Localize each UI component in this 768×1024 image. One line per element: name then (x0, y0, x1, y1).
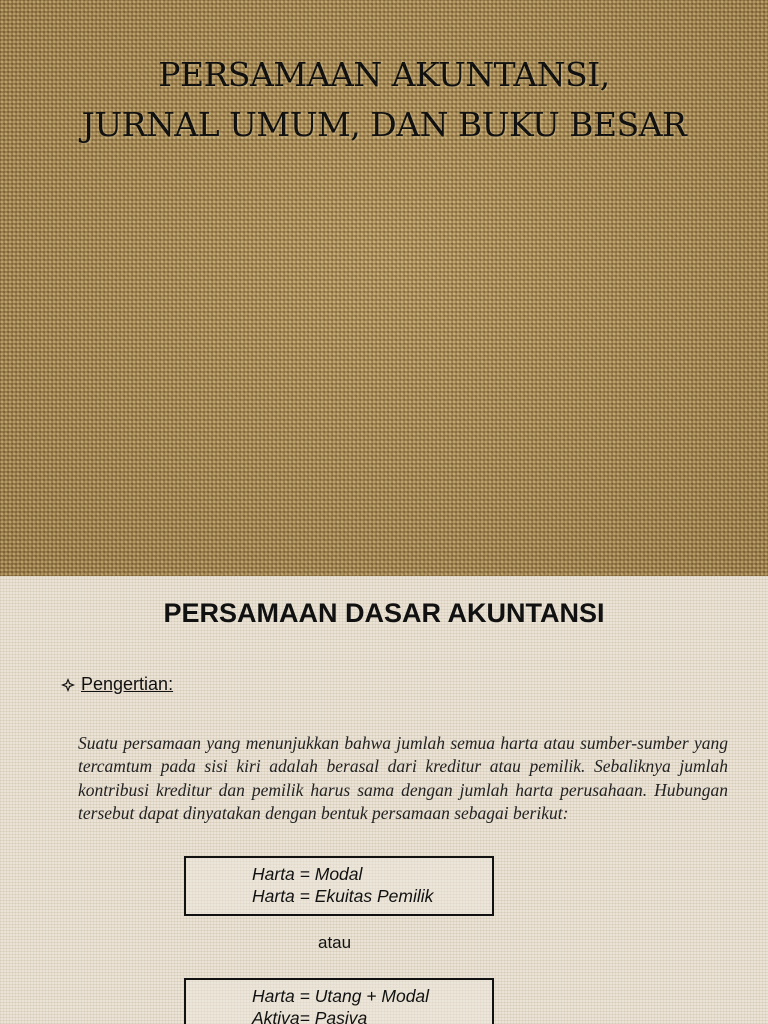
equation-line: Harta = Utang + Modal (252, 986, 430, 1006)
equation-line: Aktiva= Pasiva (252, 1008, 368, 1024)
slide-title-line-1: PERSAMAAN AKUNTANSI, (158, 55, 610, 94)
equation-box-1 (184, 856, 494, 916)
slide-title (0, 50, 768, 150)
equation-line: Harta = Ekuitas Pemilik (252, 886, 434, 906)
definition-paragraph: Suatu persamaan yang menunjukkan bahwa jumlah semua harta atau sumber-sumber yang tercamtum pada sisi kiri adalah berasal dari kreditur atau pemilik. Sebaliknya jumlah kontribusi kreditur dan pemilik harus sama dengan jumlah harta perusahaan. Hubungan tersebut dapat dinyatakan dengan bentuk persamaan sebagai berikut: (78, 732, 728, 823)
diamond-bullet-icon (60, 677, 76, 693)
equation-box-2 (184, 978, 494, 1024)
bullet-label: Pengertian: (81, 674, 174, 694)
bullet-item (60, 674, 173, 695)
separator-text: atau (318, 933, 352, 952)
equation-line: Harta = Modal (252, 864, 363, 884)
section-heading: PERSAMAAN DASAR AKUNTANSI (163, 598, 605, 628)
content-slide (0, 576, 768, 1024)
slide-title-line-2: JURNAL UMUM, DAN BUKU BESAR (81, 105, 687, 144)
